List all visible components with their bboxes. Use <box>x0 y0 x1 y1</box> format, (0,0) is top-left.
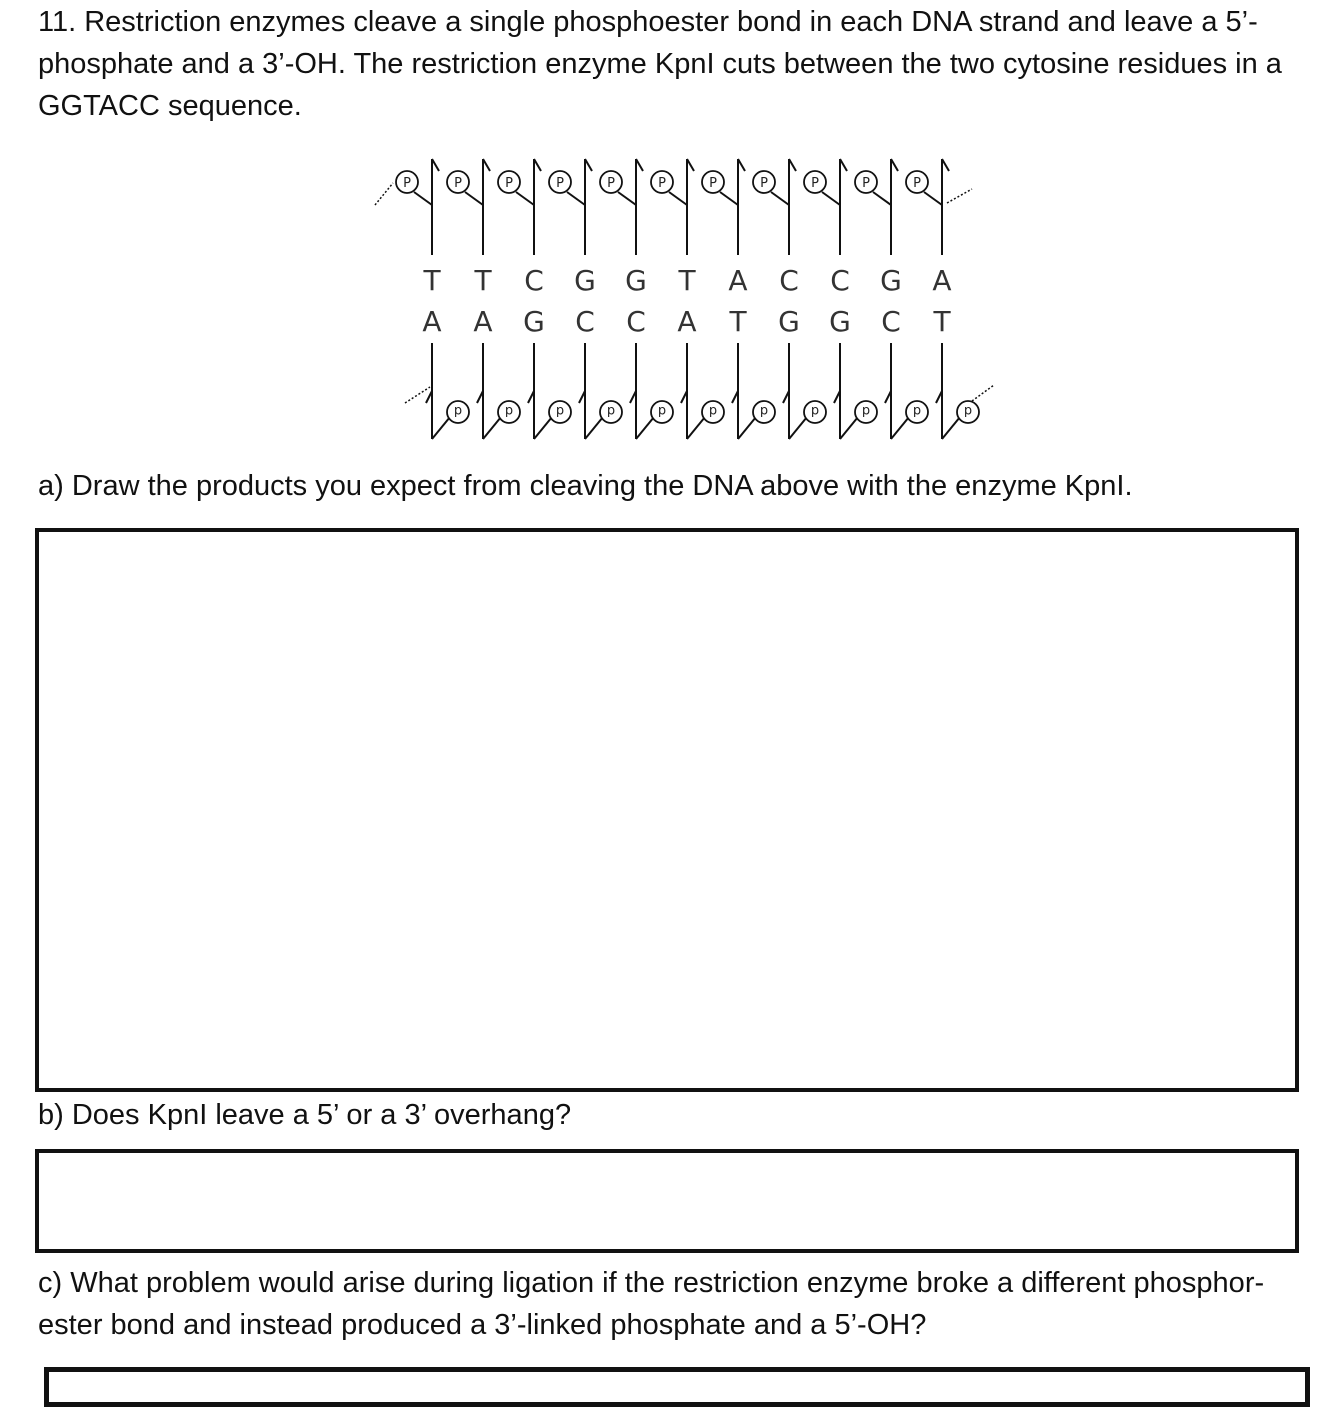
top-sugar-link <box>534 159 541 171</box>
bottom-sugar-bond <box>636 417 654 439</box>
top-sugar-bond <box>516 192 534 205</box>
top-strand-continuation-right <box>947 189 972 203</box>
bottom-strand-backbone <box>405 343 994 439</box>
sugar-label: d <box>504 403 514 418</box>
bottom-sugar-bond <box>738 417 756 439</box>
sugar-label: d <box>759 403 769 418</box>
top-base: C <box>524 264 544 297</box>
dna-strand-diagram <box>360 145 1000 445</box>
top-base: G <box>880 264 902 297</box>
top-base: T <box>474 264 492 297</box>
sugar-label: d <box>963 403 973 418</box>
top-base: A <box>728 264 748 297</box>
bottom-sugar-bond <box>534 417 552 439</box>
bottom-sugar-bond <box>483 417 501 439</box>
bottom-base: A <box>422 305 442 338</box>
top-sugar-bond <box>873 192 891 205</box>
sugar-label: d <box>861 403 871 418</box>
answer-box-a[interactable] <box>35 528 1299 1092</box>
sugar-label: d <box>912 403 922 418</box>
phosphate-label: P <box>454 176 462 191</box>
sugar-label: d <box>708 403 718 418</box>
top-strand-backbone <box>375 159 972 255</box>
top-base: G <box>574 264 596 297</box>
phosphate-label: P <box>556 176 564 191</box>
phosphate-label: P <box>505 176 513 191</box>
top-base: T <box>678 264 696 297</box>
phosphate-label: P <box>709 176 717 191</box>
top-sugar-bond <box>465 192 483 205</box>
phosphate-label: P <box>862 176 870 191</box>
sugar-label: d <box>606 403 616 418</box>
question-intro: 11. Restriction enzymes cleave a single phosphoester bond in each DNA strand and leave a 5’-phosphate and a 3’-OH. The restriction enzyme KpnI cuts between the two cytosine residues in a GGTACC sequence. <box>38 6 1282 122</box>
top-sugar-bond <box>618 192 636 205</box>
bottom-base: C <box>626 305 646 338</box>
bottom-sugar-bond <box>942 417 960 439</box>
top-sugar-link <box>840 159 847 171</box>
phosphate-label: P <box>658 176 666 191</box>
top-sugar-bond <box>924 192 942 205</box>
top-sugar-bond <box>771 192 789 205</box>
phosphate-label: P <box>403 176 411 191</box>
top-sugar-link <box>891 159 898 171</box>
top-sugar-bond <box>720 192 738 205</box>
top-base: C <box>779 264 799 297</box>
question-part-a: a) Draw the products you expect from cleaving the DNA above with the enzyme KpnI. <box>38 470 1133 502</box>
top-sugar-link <box>738 159 745 171</box>
top-sugar-link <box>636 159 643 171</box>
bottom-base: G <box>523 305 545 338</box>
bottom-sugar-bond <box>687 417 705 439</box>
top-base: G <box>625 264 647 297</box>
bottom-base: T <box>933 305 951 338</box>
sugar-label: d <box>657 403 667 418</box>
bottom-base: C <box>575 305 595 338</box>
top-sugar-bond <box>414 192 432 205</box>
phosphate-label: P <box>913 176 921 191</box>
phosphate-label: P <box>760 176 768 191</box>
top-sugar-link <box>789 159 796 171</box>
answer-box-c[interactable] <box>44 1367 1310 1407</box>
bottom-base: C <box>881 305 901 338</box>
top-sugar-link <box>432 159 439 171</box>
top-sugar-bond <box>669 192 687 205</box>
bottom-base: A <box>677 305 697 338</box>
phosphate-label: P <box>607 176 615 191</box>
top-strand-bases <box>422 264 951 297</box>
top-base: T <box>423 264 441 297</box>
phosphate-label: P <box>811 176 819 191</box>
top-base: A <box>932 264 952 297</box>
top-sugar-bond <box>567 192 585 205</box>
top-sugar-link <box>483 159 490 171</box>
sugar-label: d <box>555 403 565 418</box>
question-part-b: b) Does KpnI leave a 5’ or a 3’ overhang? <box>38 1099 572 1131</box>
top-sugar-bond <box>822 192 840 205</box>
bottom-strand-continuation-right <box>972 385 994 401</box>
bottom-sugar-bond <box>585 417 603 439</box>
bottom-sugar-bond <box>432 417 450 439</box>
sugar-label: d <box>453 403 463 418</box>
answer-box-b[interactable] <box>35 1149 1299 1253</box>
top-sugar-link <box>687 159 694 171</box>
top-sugar-link <box>585 159 592 171</box>
top-strand-continuation-left <box>375 183 393 205</box>
bottom-sugar-bond <box>891 417 909 439</box>
sugar-label: d <box>810 403 820 418</box>
bottom-sugar-bond <box>789 417 807 439</box>
question-part-c: c) What problem would arise during ligation if the restriction enzyme broke a different phosphor-ester bond and instead produced a 3’-linked phosphate and a 5’-OH? <box>38 1267 1265 1341</box>
bottom-base: G <box>778 305 800 338</box>
bottom-sugar-bond <box>840 417 858 439</box>
top-base: C <box>830 264 850 297</box>
bottom-base: T <box>729 305 747 338</box>
bottom-base: G <box>829 305 851 338</box>
bottom-base: A <box>473 305 493 338</box>
top-sugar-link <box>942 159 949 171</box>
bottom-strand-bases <box>422 305 951 338</box>
